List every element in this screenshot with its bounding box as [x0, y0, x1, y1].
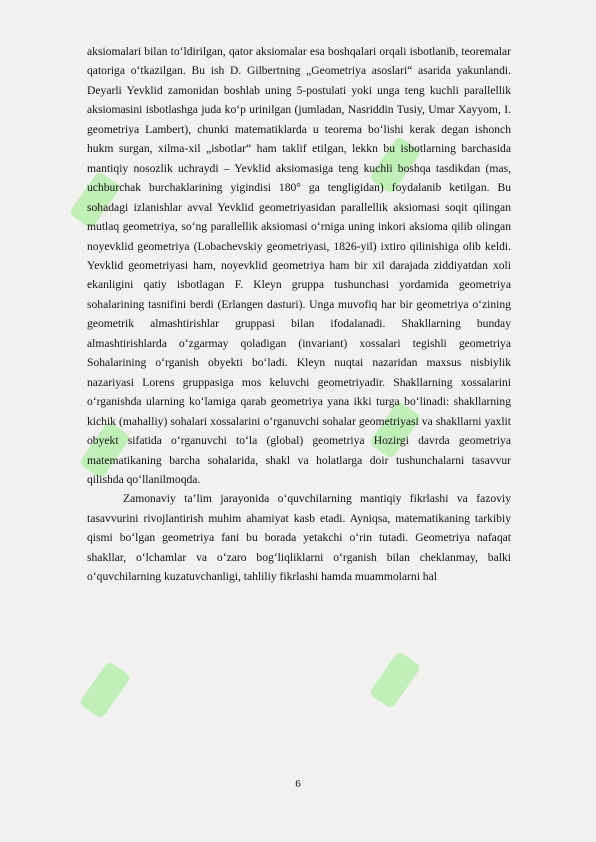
watermark-mark — [369, 651, 422, 710]
paragraph-2: Zamonaviy ta’lim jarayonida o‘quvchilarning mantiqiy fikrlashi va fazoviy tasavvurini rivojlantirish muhim ahamiyat kasb etadi. Ayniqsa, matematikaning tarkibiy qismi bo‘lgan geometriya fani bu borada yetakchi o‘rin tutadi. Geometriya nafaqat shakllar, o‘lchamlar va o‘zaro bog‘liqliklarni o‘rganish bilan cheklanmay, balki o‘quvchilarning kuzatuvchanligi, tahliliy fikrlashi hamda muammolarni hal — [87, 492, 511, 584]
body-text — [87, 42, 511, 587]
page-number: 6 — [295, 778, 301, 790]
paragraph-1: aksiomalari bilan to‘ldirilgan, qator aksiomalar esa boshqalari orqali isbotlanib, teoremalar qatoriga o‘tkazilgan. Bu ish D. Gilbertning „Geometriya asoslari“ asarida yakunlandi. Deyarli Yevklid zamonidan boshlab uning 5-postulati yoki unga teng kuchli parallellik aksiomasini isbotlashga juda ko‘p urinilgan (jumladan, Nasriddin Tusiy, Umar Xayyom, I. geometriya Lambert), chunki matematiklarda u teorema bo‘lishi kerak degan ishonch hukm surgan, xilma-xil „isbotlar“ ham taklif etilgan, lekkn bu isbotlarning barchasida mantiqiy nosozlik uchraydi – Yevklid aksiomasiga teng kuchli boshqa tasdikdan (mas, uchburchak burchaklarining yigindisi 180° ga tengligidan) foydalanib ketilgan. Bu sohadagi izlanishlar avval Yevklid geometriyasidan parallellik aksiomasi soqit qilingan mutlaq geometriya, so‘ng parallellik aksiomasi o‘rniga uning inkori aksioma qilib olingan noyevklid geometriya (Lobachevskiy geometriyasi, 1826-yil) ixtiro qilinishiga olib keldi. Yevklid geometriyasi ham, noyevklid geometriya ham bir xil darajada ziddiyatdan xoli ekanligini qatiy isbotlagan F. Kleyn gruppa tushunchasi yordamida geometriya sohalarining tasnifini berdi (Erlangen dasturi). Unga muvofiq har bir geometriya o‘zining geometrik almashtirishlar gruppasi bilan ifodalanadi. Shakllarning bunday almashtirishlarda o‘zgarmay qoladigan (invariant) xossalari tegishli geometriya Sohalarining o‘rganish obyekti bo‘ladi. Kleyn nuqtai nazaridan maxsus nisbiylik nazariyasi Lorens gruppasiga mos keluvchi geometriyadir. Shakllarning xossalarini o‘rganishda ularning ko‘lamiga qarab geometriya yana ikki turga bo‘linadi: shakllarning kichik (mahalliy) sohalari xossalarini o‘rganuvchi sohalar geometriyasi va shakllarni yaxlit obyekt sifatida o‘rganuvchi to‘la (global) geometriya Hozirgi davrda geometriya matematikaning barcha sohalarida, shakl va holatlarga doir tushunchalarni tasavvur qilishda qo‘llanilmoqda. — [87, 45, 511, 486]
watermark-mark — [79, 661, 132, 720]
